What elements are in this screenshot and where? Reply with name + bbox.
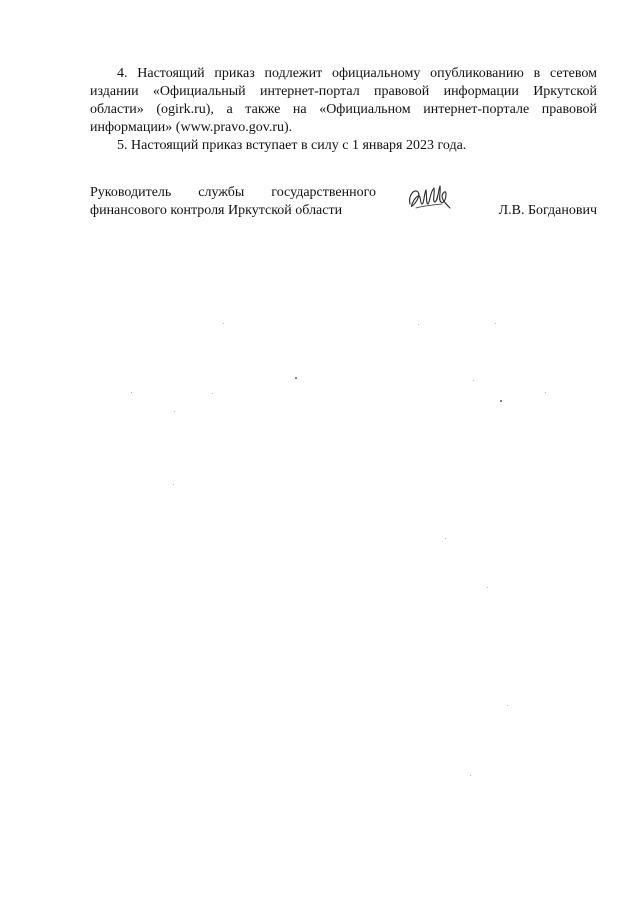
document-body xyxy=(90,65,597,155)
scan-speck xyxy=(507,705,508,706)
scan-speck xyxy=(500,400,502,402)
paragraph-effective-date: 5. Настоящий приказ вступает в силу с 1 января 2023 года. xyxy=(117,138,467,153)
scan-speck xyxy=(495,323,496,324)
scan-speck xyxy=(295,377,297,379)
scan-speck xyxy=(445,538,446,539)
scan-speck xyxy=(223,323,224,324)
signatory-position-line2: финансового контроля Иркутской области xyxy=(90,203,343,218)
scan-speck xyxy=(487,587,488,588)
scan-speck xyxy=(470,775,471,776)
handwritten-signature-icon xyxy=(402,178,462,218)
scan-speck xyxy=(473,380,474,381)
paragraph-publication: 4. Настоящий приказ подлежит официальному опубликованию в сетевом издании «Официальный интернет-портал правовой информации Иркутской области» (ogirk.ru), а также на «Официальном интернет-портале правовой информации» (www.pravo.gov.ru). xyxy=(90,66,597,135)
signature-block xyxy=(90,184,597,228)
signatory-position-line1: Руководитель службы государственного xyxy=(90,185,376,200)
signatory-name: Л.В. Богданович xyxy=(498,203,597,218)
scan-speck xyxy=(173,484,174,485)
scan-speck xyxy=(131,392,132,393)
scan-speck xyxy=(418,324,419,325)
scan-speck xyxy=(174,411,175,412)
scan-speck xyxy=(212,393,213,394)
scan-speck xyxy=(545,392,546,393)
signatory-position xyxy=(90,184,376,220)
